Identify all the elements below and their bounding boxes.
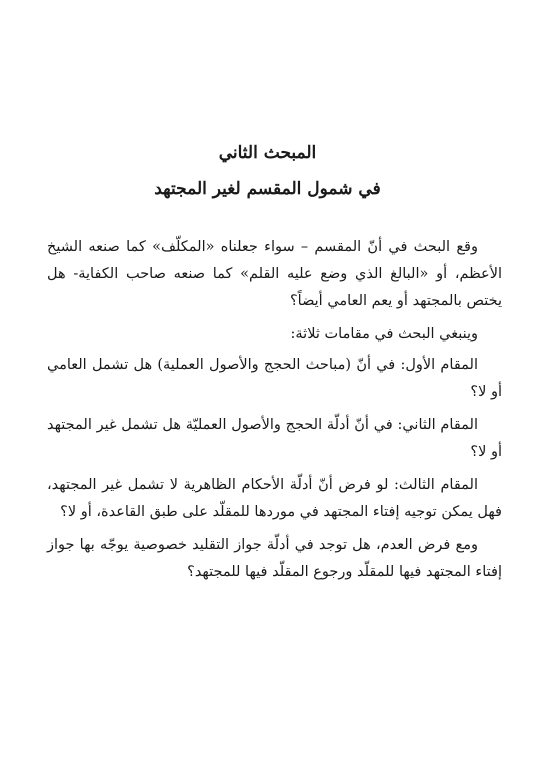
paragraph-station-1: المقام الأول: في أنّ (مباحث الحجج والأصول العملية) هل تشمل العامي أو لا؟ <box>47 357 502 400</box>
section-subtitle: في شمول المقسم لغير المجتهد <box>154 179 381 199</box>
section-title: المبحث الثاني <box>218 143 317 163</box>
paragraph-intro: وقع البحث في أنّ المقسم – سواء جعلناه «المكلّف» كما صنعه الشيخ الأعظم، أو «البالغ الذي وضع عليه القلم» كما صنعه صاحب الكفاية- هل يختص بالمجتهد أو يعم العامي أيضاً؟ <box>47 239 502 309</box>
paragraph-closing: ومع فرض العدم، هل توجد في أدلّة جواز التقليد خصوصية يوجّه بها جواز إفتاء المجتهد فيها للمقلّد ورجوع المقلّد فيها للمجتهد؟ <box>47 537 502 580</box>
paragraph-stations: وينبغي البحث في مقامات ثلاثة: <box>290 326 478 342</box>
paragraph-station-2: المقام الثاني: في أنّ أدلّة الحجج والأصول العمليّة هل تشمل غير المجتهد أو لا؟ <box>47 417 502 460</box>
paragraph-station-3: المقام الثالث: لو فرض أنّ أدلّة الأحكام الظاهرية لا تشمل غير المجتهد، فهل يمكن توجيه إفتاء المجتهد في موردها للمقلّد على طبق القاعدة، أو لا؟ <box>47 477 502 520</box>
body-text <box>47 234 502 592</box>
